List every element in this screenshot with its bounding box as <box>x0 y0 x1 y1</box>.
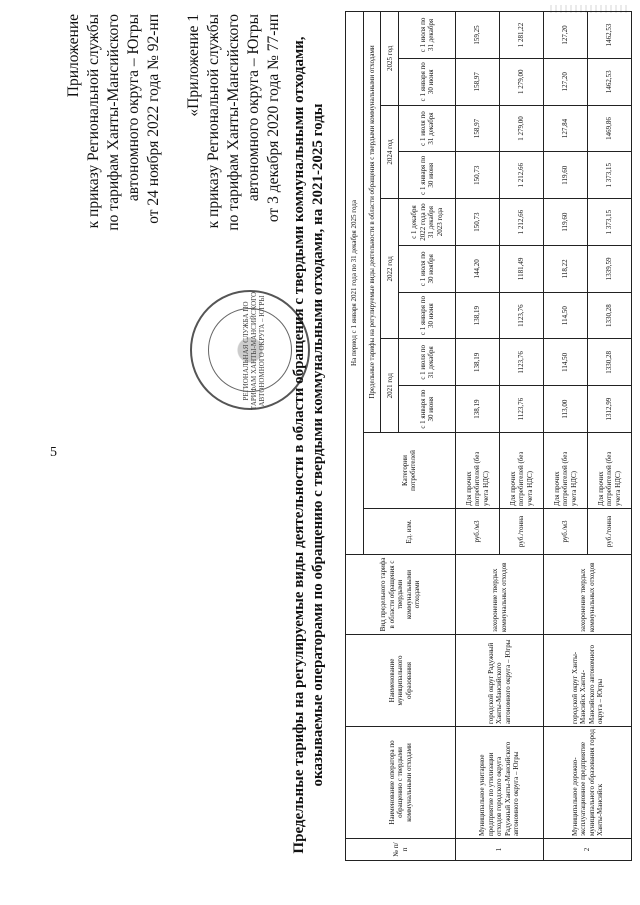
tariff-value: 138,19 <box>456 339 500 386</box>
appendix-line: по тарифам Ханты-Мансийского <box>225 14 242 231</box>
header-sub-period: с 1 июля по 30 ноября <box>399 245 456 292</box>
tariff-value: 1 279,00 <box>500 58 544 105</box>
appendix-line: от 3 декабря 2020 года № 77-нп <box>265 14 282 223</box>
tariff-value: 1 373,15 <box>588 152 632 199</box>
tariff-value: 1462,53 <box>588 58 632 105</box>
appendix-line: Приложение <box>65 14 82 98</box>
tariff-value: 1339,59 <box>588 245 632 292</box>
header-period: На период с 1 января 2021 года по 31 декабря 2025 года <box>346 12 364 555</box>
row-category: Для прочих потребителей (без учета НДС) <box>588 433 632 509</box>
seal-text: РЕГИОНАЛЬНАЯ СЛУЖБА ПО ТАРИФАМ ХАНТЫ-МАНСИЙСКОГО АВТОНОМНОГО ОКРУГА – ЮГРЫ <box>242 291 266 411</box>
header-tariff-type: Вид предельного тарифа в области обращения с твердыми коммунальными отходами <box>346 555 456 635</box>
row-tariff-type: захоронение твердых коммунальных отходов <box>544 555 632 635</box>
tariff-value: 1 281,22 <box>500 12 544 59</box>
header-no: № п/п <box>346 839 456 861</box>
tariff-value: 158,97 <box>456 58 500 105</box>
tariff-value: 1312,99 <box>588 386 632 433</box>
tariff-value: 118,22 <box>544 245 588 292</box>
header-sub-period: с 1 января по 30 июня <box>399 386 456 433</box>
header-year: 2025 год <box>381 12 399 106</box>
tariff-value: 119,60 <box>544 199 588 246</box>
header-municipality: Наименование муниципального образования <box>346 635 456 727</box>
tariff-value: 1 212,66 <box>500 199 544 246</box>
header-sub-period: с 1 июля по 31 декабря <box>399 105 456 152</box>
tariff-value: 1469,86 <box>588 105 632 152</box>
row-unit: руб./тонна <box>500 509 544 555</box>
header-year: 2021 год <box>381 339 399 433</box>
row-unit: руб./м3 <box>456 509 500 555</box>
row-category: Для прочих потребителей (без учета НДС) <box>456 433 500 509</box>
table-row <box>456 12 500 861</box>
tariff-value: 127,20 <box>544 12 588 59</box>
header-tariffs-group: Предельные тарифы на регулируемые виды деятельности в области обращения с твердыми коммунальными отходами <box>363 12 381 433</box>
tariff-value: 159,25 <box>456 12 500 59</box>
row-unit: руб./тонна <box>588 509 632 555</box>
row-operator: Муниципальное дорожно-эксплуатационное предприятие муниципального образования город Ханты-Мансийск <box>544 727 632 839</box>
appendix-line: от 24 ноября 2022 года № 92-нп <box>145 14 162 224</box>
row-operator: Муниципальное унитарное предприятие по утилизации отходов городского округа Радужный Ханты-Мансийского автономного округа – Югры <box>456 727 544 839</box>
header-sub-period: с 1 января по 30 июня <box>399 292 456 339</box>
tariff-value: 150,73 <box>456 199 500 246</box>
appendix-line: к приказу Региональной службы <box>85 14 102 229</box>
header-sub-period: с 1 января по 30 июня <box>399 58 456 105</box>
row-municipality: городской округ Радужный Ханты-Мансийского автономного округа – Югры <box>456 635 544 727</box>
row-tariff-type: захоронение твердых коммунальных отходов <box>456 555 544 635</box>
appendix-line: «Приложение 1 <box>185 14 202 117</box>
document-title <box>290 15 328 875</box>
header-unit: Ед. изм. <box>363 509 455 555</box>
tariff-value: 144,20 <box>456 245 500 292</box>
title-line: оказываемые операторами по обращению с твердыми коммунальными отходами, на 2021-2025 годы <box>310 103 326 787</box>
table-header-row <box>346 12 364 861</box>
tariff-value: 114,50 <box>544 292 588 339</box>
row-no: 1 <box>456 839 544 861</box>
tariff-value: 1123,76 <box>500 386 544 433</box>
page-number: 5 <box>50 445 57 460</box>
tariff-value: 158,97 <box>456 105 500 152</box>
appendix-line: автономного округа – Югры <box>245 14 262 202</box>
row-municipality: городской округ Ханты-Мансийск Ханты-Мансийского автономного округа – Югры <box>544 635 632 727</box>
tariff-value: 1123,76 <box>500 292 544 339</box>
tariff-value: 1330,28 <box>588 292 632 339</box>
tariff-value: 114,50 <box>544 339 588 386</box>
header-year: 2022 год <box>381 199 399 339</box>
header-operator: Наименование оператора по обращению с твердыми коммунальными отходами <box>346 727 456 839</box>
tariff-value: 113,00 <box>544 386 588 433</box>
tariff-value: 1181,49 <box>500 245 544 292</box>
tariff-value: 1123,76 <box>500 339 544 386</box>
header-year: 2024 год <box>381 105 399 199</box>
tariff-value: 138,19 <box>456 386 500 433</box>
appendix-line: к приказу Региональной службы <box>205 14 222 229</box>
header-sub-period: с 1 июля по 31 декабря <box>399 12 456 59</box>
tariff-value: 138,19 <box>456 292 500 339</box>
row-category: Для прочих потребителей (без учета НДС) <box>544 433 588 509</box>
row-unit: руб./м3 <box>544 509 588 555</box>
row-category: Для прочих потребителей (без учета НДС) <box>500 433 544 509</box>
row-no: 2 <box>544 839 632 861</box>
header-category: Категории потребителей <box>363 433 455 509</box>
title-line: Предельные тарифы на регулируемые виды деятельности в области обращения с твердыми коммунальными отходами, <box>291 36 307 854</box>
header-sub-period: с 1 января по 30 июня <box>399 152 456 199</box>
appendix-line: по тарифам Ханты-Мансийского <box>105 14 122 231</box>
header-sub-period: с 1 декабря 2022 года по 31 декабря 2023 года <box>399 199 456 246</box>
appendix-line: автономного округа – Югры <box>125 14 142 202</box>
table-row <box>544 12 588 861</box>
tariff-value: 1462,53 <box>588 12 632 59</box>
tariff-value: 127,20 <box>544 58 588 105</box>
appendix-block <box>64 14 284 414</box>
tariff-value: 127,84 <box>544 105 588 152</box>
tariff-value: 1 279,00 <box>500 105 544 152</box>
tariff-value: 150,73 <box>456 152 500 199</box>
tariff-value: 1 373,15 <box>588 199 632 246</box>
tariff-value: 1330,28 <box>588 339 632 386</box>
tariff-table <box>345 11 632 861</box>
tariff-value: 119,60 <box>544 152 588 199</box>
header-sub-period: с 1 июля по 31 декабря <box>399 339 456 386</box>
tariff-table-wrap <box>345 11 632 861</box>
tariff-value: 1 212,66 <box>500 152 544 199</box>
